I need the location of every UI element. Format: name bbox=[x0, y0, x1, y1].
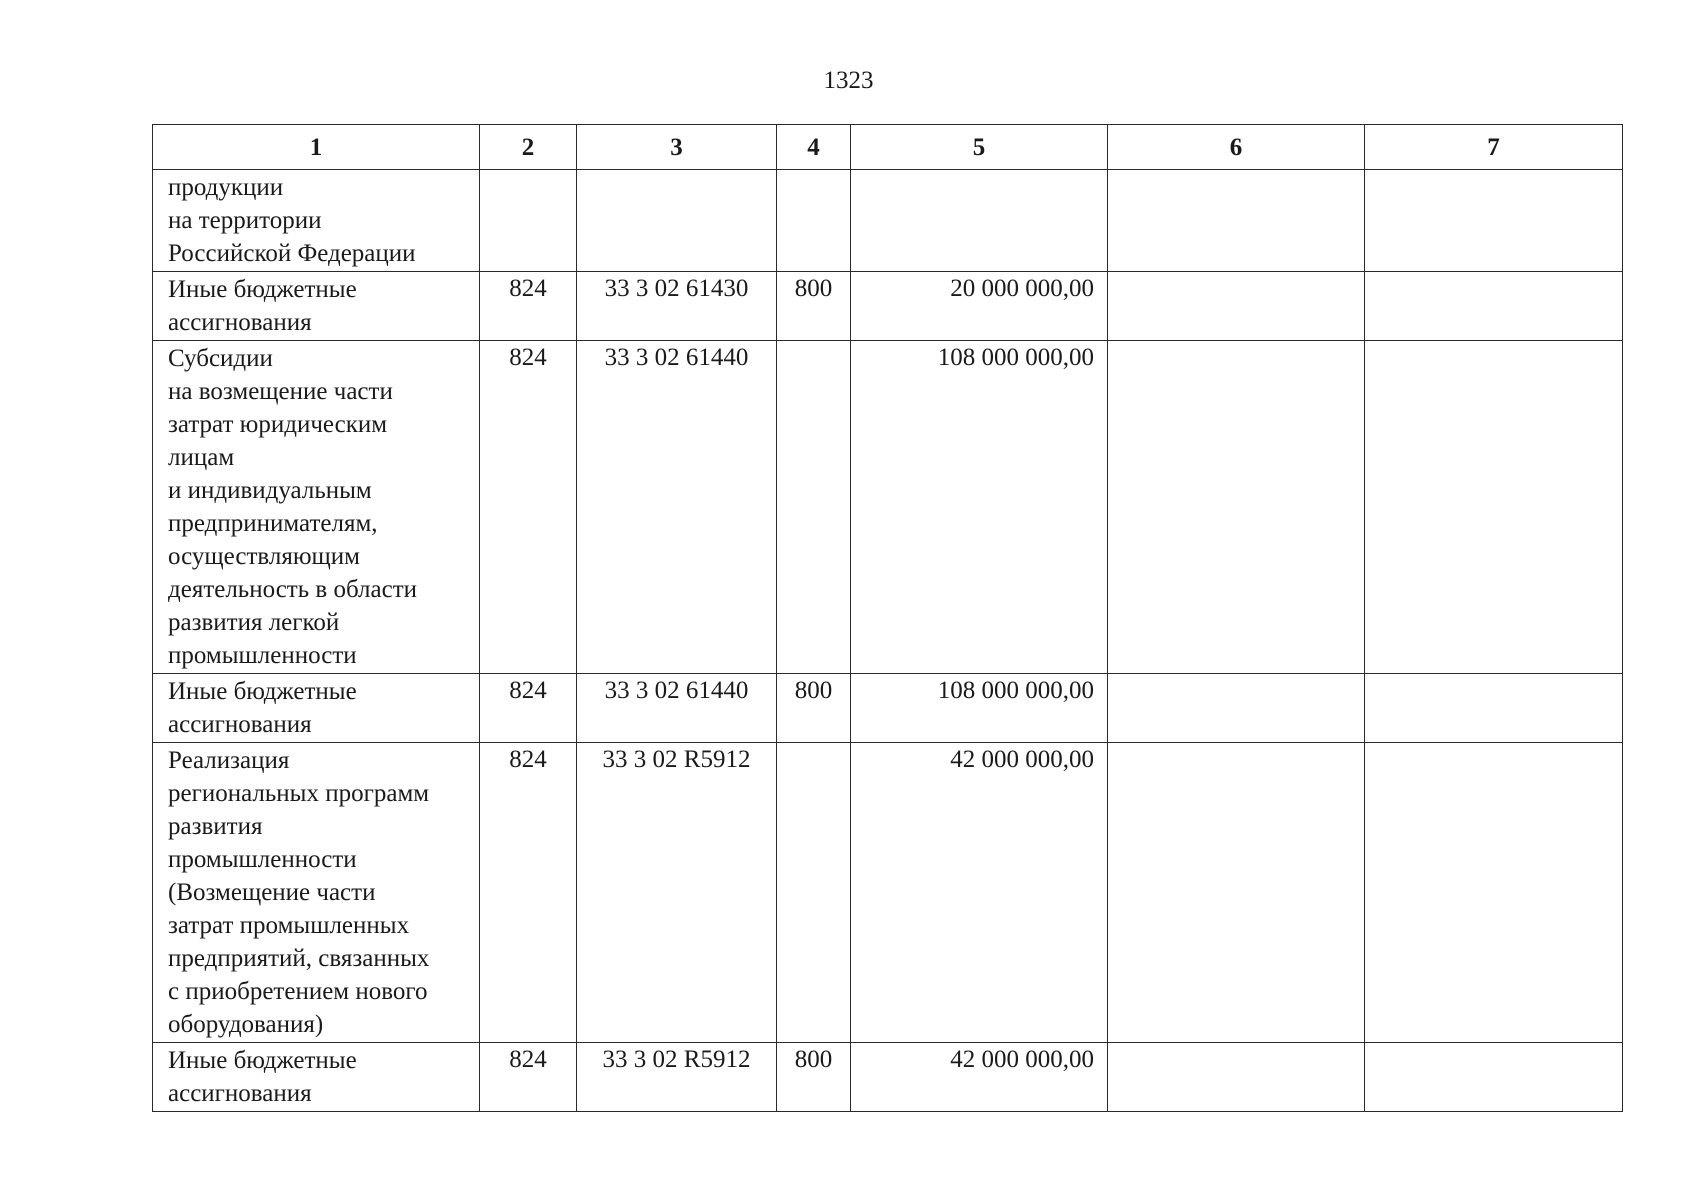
header-col-2: 2 bbox=[480, 125, 577, 170]
admin-code-cell: 824 bbox=[480, 272, 577, 341]
row-name: Иные бюджетные ассигнования bbox=[168, 678, 357, 738]
table-row bbox=[153, 272, 1623, 341]
amount-cell: 108 000 000,00 bbox=[851, 341, 1108, 674]
row-name-cell bbox=[153, 341, 480, 674]
table-row bbox=[153, 1043, 1623, 1112]
admin-code-cell bbox=[480, 170, 577, 272]
table-row bbox=[153, 341, 1623, 674]
header-col-4: 4 bbox=[777, 125, 851, 170]
col7-cell bbox=[1365, 170, 1623, 272]
expense-type-cell: 800 bbox=[777, 1043, 851, 1112]
table-row bbox=[153, 170, 1623, 272]
row-name-cell bbox=[153, 743, 480, 1043]
target-article-cell: 33 3 02 61430 bbox=[577, 272, 777, 341]
budget-table bbox=[152, 124, 1623, 1112]
col6-cell bbox=[1108, 674, 1365, 743]
expense-type-cell bbox=[777, 743, 851, 1043]
row-name: Иные бюджетные ассигнования bbox=[168, 276, 357, 336]
row-name: продукции на территории Российской Федерации bbox=[168, 174, 416, 267]
amount-cell: 108 000 000,00 bbox=[851, 674, 1108, 743]
table-row bbox=[153, 743, 1623, 1043]
row-name-cell bbox=[153, 170, 480, 272]
row-name-cell bbox=[153, 272, 480, 341]
col6-cell bbox=[1108, 272, 1365, 341]
target-article-cell: 33 3 02 R5912 bbox=[577, 1043, 777, 1112]
header-col-3: 3 bbox=[577, 125, 777, 170]
row-name: Субсидии на возмещение части затрат юридическим лицам и индивидуальным предпринимателям, осуществляющим деятельность в области развития легкой промышленности bbox=[168, 345, 418, 669]
admin-code-cell: 824 bbox=[480, 341, 577, 674]
col7-cell bbox=[1365, 1043, 1623, 1112]
col7-cell bbox=[1365, 674, 1623, 743]
row-name: Иные бюджетные ассигнования bbox=[168, 1047, 357, 1107]
target-article-cell bbox=[577, 170, 777, 272]
col6-cell bbox=[1108, 1043, 1365, 1112]
table-row bbox=[153, 674, 1623, 743]
col6-cell bbox=[1108, 341, 1365, 674]
expense-type-cell: 800 bbox=[777, 674, 851, 743]
header-col-5: 5 bbox=[851, 125, 1108, 170]
amount-cell bbox=[851, 170, 1108, 272]
col7-cell bbox=[1365, 272, 1623, 341]
expense-type-cell: 800 bbox=[777, 272, 851, 341]
row-name: Реализация региональных программ развития промышленности (Возмещение части затрат промышленных предприятий, связанных с приобретением нового оборудования) bbox=[168, 747, 430, 1038]
amount-cell: 20 000 000,00 bbox=[851, 272, 1108, 341]
col6-cell bbox=[1108, 170, 1365, 272]
col7-cell bbox=[1365, 743, 1623, 1043]
amount-cell: 42 000 000,00 bbox=[851, 743, 1108, 1043]
admin-code-cell: 824 bbox=[480, 1043, 577, 1112]
target-article-cell: 33 3 02 R5912 bbox=[577, 743, 777, 1043]
amount-cell: 42 000 000,00 bbox=[851, 1043, 1108, 1112]
header-col-6: 6 bbox=[1108, 125, 1365, 170]
expense-type-cell bbox=[777, 341, 851, 674]
col6-cell bbox=[1108, 743, 1365, 1043]
col7-cell bbox=[1365, 341, 1623, 674]
row-name-cell bbox=[153, 1043, 480, 1112]
header-row bbox=[153, 125, 1623, 170]
expense-type-cell bbox=[777, 170, 851, 272]
page-number: 1323 bbox=[823, 67, 874, 94]
header-col-7: 7 bbox=[1365, 125, 1623, 170]
admin-code-cell: 824 bbox=[480, 743, 577, 1043]
admin-code-cell: 824 bbox=[480, 674, 577, 743]
target-article-cell: 33 3 02 61440 bbox=[577, 341, 777, 674]
target-article-cell: 33 3 02 61440 bbox=[577, 674, 777, 743]
row-name-cell bbox=[153, 674, 480, 743]
header-col-1: 1 bbox=[153, 125, 480, 170]
